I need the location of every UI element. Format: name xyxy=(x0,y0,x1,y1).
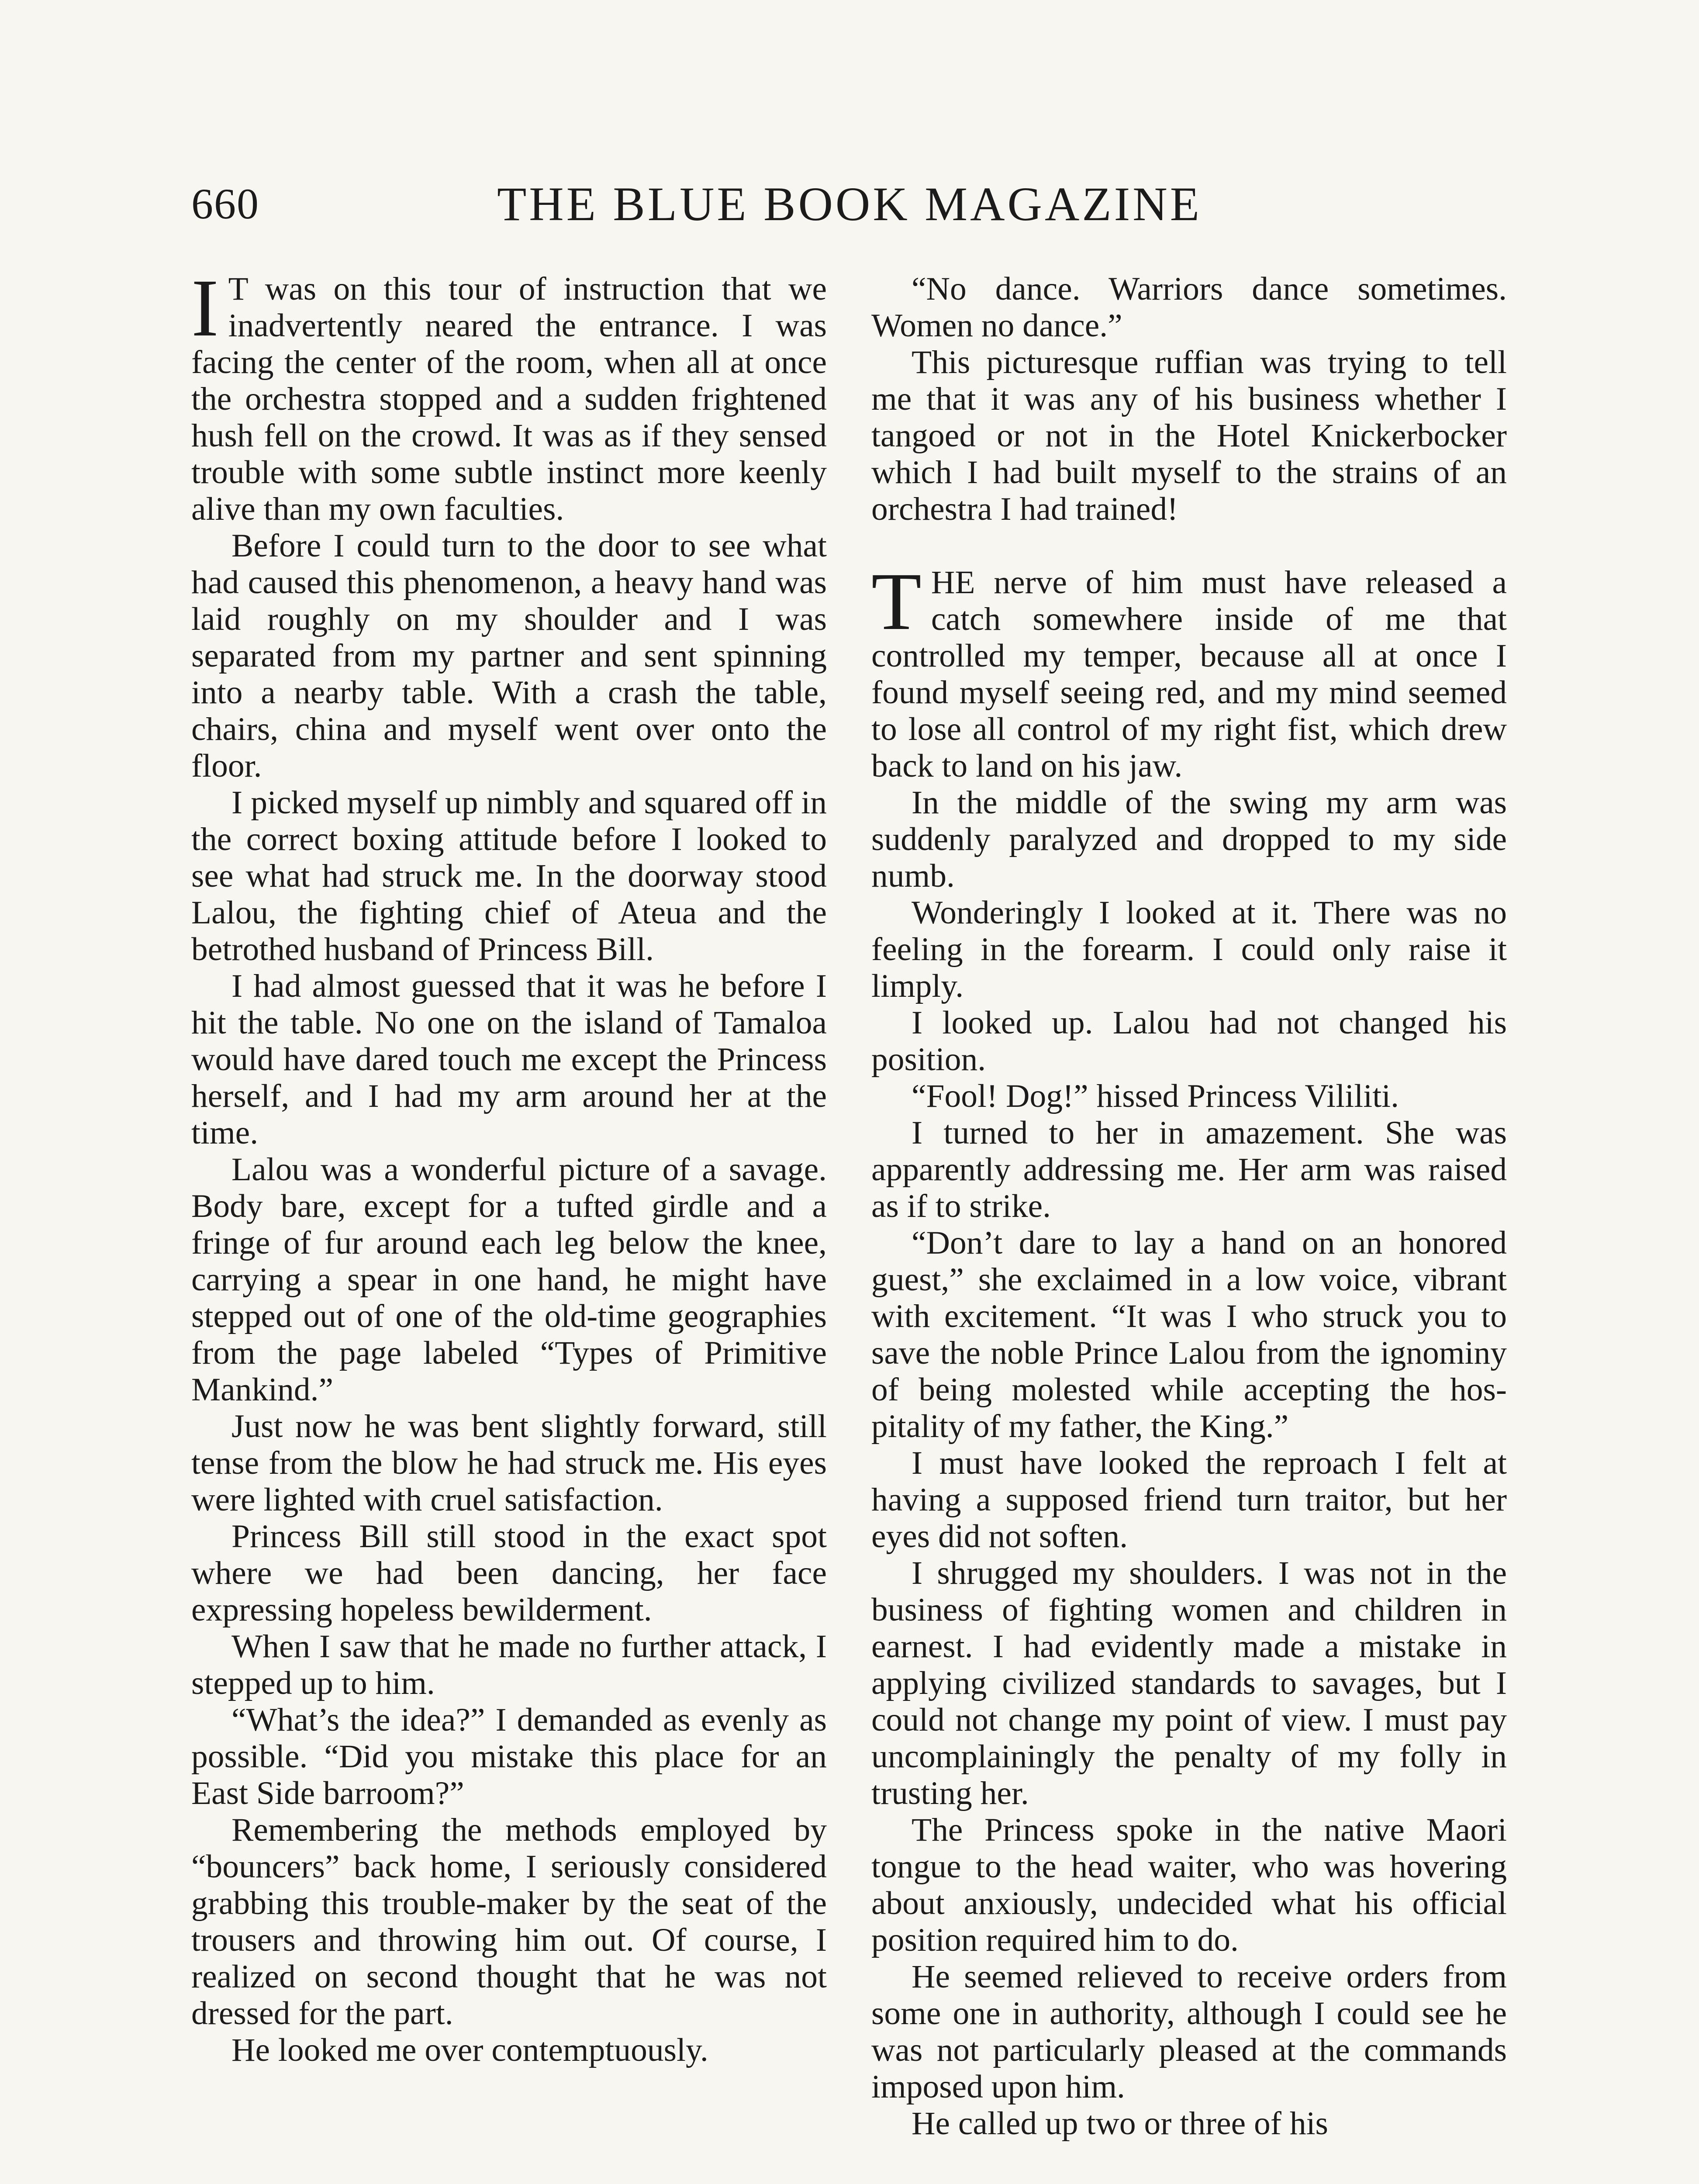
paragraph: “What’s the idea?” I demanded as evenly as possible. “Did you mistake this place for an East Side barroom?” xyxy=(191,1702,827,1811)
paragraph: This picturesque ruffian was trying to tell me that it was any of his business whether I tangoed or not in the Hotel Knickerbocker which I had built myself to the strains of an orchestra I had trained! xyxy=(871,344,1507,527)
paragraph: I picked myself up nimbly and squared off in the correct boxing attitude before I looked to see what had struck me. In the doorway stood Lalou, the fighting chief of Ateua and the betrothed husband of Princess Bill. xyxy=(191,784,827,968)
running-title: THE BLUE BOOK MAGAZINE xyxy=(497,177,1202,231)
paragraph: He seemed relieved to receive orders from some one in authority, although I could see he was not particularly pleased at the commands imposed upon him. xyxy=(871,1959,1507,2105)
section-drop-cap: T xyxy=(871,556,922,647)
section-opening-paragraph xyxy=(871,556,1507,784)
paragraph: Remembering the methods employed by “bouncers” back home, I seriously considered grabbing this trouble-maker by the seat of the trousers and throwing him out. Of course, I realized on second thought that he was not dressed for the part. xyxy=(191,1812,827,2032)
paragraph: I looked up. Lalou had not changed his position. xyxy=(871,1005,1507,1078)
paragraph: “Don’t dare to lay a hand on an honored guest,” she exclaimed in a low voice, vibrant with excitement. “It was I who struck you to save the noble Prince Lalou from the ignominy of being molested while accepting the hospitality of my father, the King.” xyxy=(871,1225,1507,1444)
page-number: 660 xyxy=(191,180,259,228)
opening-paragraph xyxy=(191,262,827,528)
paragraph: The Princess spoke in the native Maori tongue to the head waiter, who was hovering about anxiously, undecided what his official position required him to do. xyxy=(871,1812,1507,1958)
page-header xyxy=(191,171,1508,237)
paragraph: When I saw that he made no further attack, I stepped up to him. xyxy=(191,1628,827,1701)
paragraph: I must have looked the reproach I felt at having a supposed friend turn traitor, but her eyes did not soften. xyxy=(871,1445,1507,1555)
paragraph: I turned to her in amazement. She was apparently addressing me. Her arm was raised as if to strike. xyxy=(871,1115,1507,1224)
paragraph: Before I could turn to the door to see what had caused this phenomenon, a heavy hand was laid roughly on my shoulder and I was separated from my partner and sent spinning into a nearby table. With a crash the table, chairs, china and myself went over onto the floor. xyxy=(191,528,827,784)
paragraph: Princess Bill still stood in the exact spot where we had been dancing, her face expressing hopeless bewilderment. xyxy=(191,1518,827,1628)
paragraph: Wonderingly I looked at it. There was no feeling in the forearm. I could only raise it limply. xyxy=(871,895,1507,1004)
left-column xyxy=(191,262,827,2069)
paragraph: “Fool! Dog!” hissed Princess Vililiti. xyxy=(912,1078,1399,1114)
paragraph: I had almost guessed that it was he before I hit the table. No one on the island of Tamaloa would have dared touch me except the Princess herself, and I had my arm around her at the time. xyxy=(191,968,827,1151)
paragraph: Just now he was bent slightly forward, still tense from the blow he had struck me. His eyes were lighted with cruel satisfaction. xyxy=(191,1408,827,1518)
paragraph: He called up two or three of his xyxy=(912,2105,1328,2142)
drop-cap: I xyxy=(191,262,219,353)
paragraph: Lalou was a wonderful picture of a savage. Body bare, except for a tufted girdle and a fringe of fur around each leg below the knee, carrying a spear in one hand, he might have stepped out of one of the old-time geographies from the page labeled “Types of Primitive Mankind.” xyxy=(191,1151,827,1408)
paragraph: He looked me over contemptuously. xyxy=(231,2032,708,2068)
section-opening-text: HE nerve of him must have released a catch somewhere inside of me that controlled my temper, because all at once I found myself seeing red, and my mind seemed to lose all control of my right fist, which drew back to land on his jaw. xyxy=(871,564,1507,784)
paragraph: I shrugged my shoulders. I was not in the business of fighting women and children in earnest. I had evidently made a mistake in applying civilized standards to savages, but I could not change my point of view. I must pay uncomplainingly the penalty of my folly in trusting her. xyxy=(871,1555,1507,1811)
paragraph: “No dance. Warriors dance sometimes. Women no dance.” xyxy=(871,271,1507,344)
paragraph: In the middle of the swing my arm was suddenly paralyzed and dropped to my side numb. xyxy=(871,784,1507,894)
opening-paragraph-text: T was on this tour of instruction that we inadvertently neared the entrance. I was facing the center of the room, when all at once the orchestra stopped and a sudden frightened hush fell on the crowd. It was as if they sensed trouble with some subtle instinct more keenly alive than my own faculties. xyxy=(191,271,827,527)
right-column xyxy=(871,271,1507,2142)
